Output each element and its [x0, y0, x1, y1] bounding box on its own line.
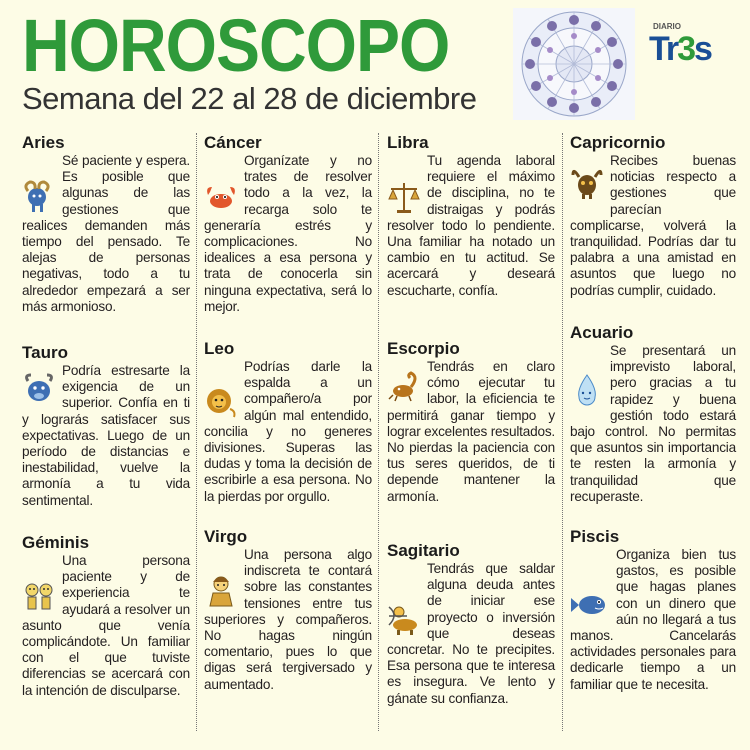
sign-text: Tendrás que saldar alguna deuda antes de iniciar ese proyecto o inversión que deseas concretar. No te precipites. Esa persona que te interesa es insegura. Ve lento y gánate su confianza. [387, 561, 555, 706]
sign-title: Piscis [570, 527, 620, 546]
scorpio-scorpion-icon [387, 369, 421, 405]
diario-tres-logo: DIARIO Tr3s [649, 22, 711, 68]
header [0, 0, 750, 125]
sign-text: Tu agenda laboral requiere el máximo de disciplina, no te distraigas y podrás resolver todo lo pendiente. Una familiar ha notado un cambio en tu actitud. Se acercará y deseará escucharte, confía. [387, 153, 555, 298]
sign-text: Organiza bien tus gastos, es posible que hagas planes con un dinero que aún no llegará a tus manos. Cancelarás actividades personales para dedicarle tiempo a un familiar que te necesita. [570, 547, 736, 692]
column-divider [378, 133, 379, 731]
gemini-twins-icon [22, 579, 56, 615]
sign-escorpio [387, 339, 555, 505]
sign-text: Podrías darle la espalda a un compañero/a por algún mal entendido, concilia y no generes divisiones. Superas las dudas y toma la decisión de escribirle a esa persona. No la pierdas por orgullo. [204, 359, 372, 504]
sign-text: Una persona paciente y de experiencia te ayudará a resolver un asunto que venía complicándote. Un familiar con el que tuviste diferencias se acercará con la intención de disculparse. [22, 553, 190, 698]
sign-text: Recibes buenas noticias respecto a gestiones que parecían complicarse, volverá la tranquilidad. Podrías dar tu palabra a una amistad en asuntos que luego no podrías cumplir, cuidado. [570, 153, 736, 298]
sign-sagitario [387, 541, 555, 707]
sign-libra [387, 133, 555, 299]
page-subtitle: Semana del 22 al 28 de diciembre [22, 81, 477, 116]
sign-text: Tendrás en claro cómo ejecutar tu labor, la eficiencia te permitirá ganar tiempo y lograr excelentes resultados. No pierdas la paciencia con tus seres queridos, de ti depende mantener la armonía. [387, 359, 555, 504]
sign-title: Virgo [204, 527, 248, 546]
sign-title: Géminis [22, 533, 90, 552]
libra-scales-icon [387, 179, 421, 215]
cancer-crab-icon [204, 179, 238, 215]
sign-title: Aries [22, 133, 65, 152]
sign-text: Sé paciente y espera. Es posible que algunas de las gestiones que realices demanden más tiempo del pensado. Te alejas de personas negativas, todo a tu alrededor empezará a ser más armonioso. [22, 153, 190, 314]
sign-tauro [22, 343, 190, 509]
sign-title: Acuario [570, 323, 634, 342]
pisces-fish-icon [570, 587, 610, 623]
sign-title: Sagitario [387, 541, 460, 560]
sagittarius-archer-icon [387, 601, 421, 637]
sign-title: Libra [387, 133, 429, 152]
sign-title: Escorpio [387, 339, 460, 358]
sign-leo [204, 339, 372, 505]
zodiac-wheel-icon [513, 8, 635, 120]
sign-title: Tauro [22, 343, 68, 362]
sign-text: Una persona algo indiscreta te contará sobre las constantes tensiones entre tus superiores y compañeros. No hagas ningún comentario, pues lo que digas será tergiversado y aumentado. [204, 547, 372, 692]
sign-text: Se presentará un imprevisto laboral, pero gracias a tu rapidez y buena gestión todo estará bajo control. No permitas que asuntos sin importancia te resten la armonía y tranquilidad que recuperaste. [570, 343, 736, 504]
aquarius-water-icon [570, 371, 604, 407]
sign-text: Organízate y no trates de resolver todo a la vez, la recarga solo te generaría estrés y complicaciones. No idealices a esa persona y trata de conocerla sin ninguna expectativa, será lo mejor. [204, 153, 372, 314]
column-divider [562, 133, 563, 731]
virgo-maiden-icon [204, 573, 238, 609]
sign-title: Capricornio [570, 133, 666, 152]
aries-ram-icon [22, 179, 56, 215]
column-divider [196, 133, 197, 731]
sign-cancer [204, 133, 372, 315]
page-title: HOROSCOPO [22, 3, 450, 87]
sign-text: Podría estresarte la exigencia de un superior. Confía en ti y lograrás satisfacer sus expectativas. Luego de un período de distancias e inestabilidad, vuelve la armonía a tu vida sentimental. [22, 363, 190, 508]
sign-geminis [22, 533, 190, 699]
sign-aries [22, 133, 190, 315]
sign-title: Leo [204, 339, 235, 358]
capricorn-goat-icon [570, 165, 604, 201]
leo-lion-icon [204, 385, 238, 421]
sign-virgo [204, 527, 372, 693]
sign-acuario [570, 323, 736, 505]
sign-capricornio [570, 133, 736, 299]
horoscope-grid [0, 125, 750, 750]
sign-piscis [570, 527, 736, 693]
taurus-bull-icon [22, 371, 56, 407]
sign-title: Cáncer [204, 133, 262, 152]
